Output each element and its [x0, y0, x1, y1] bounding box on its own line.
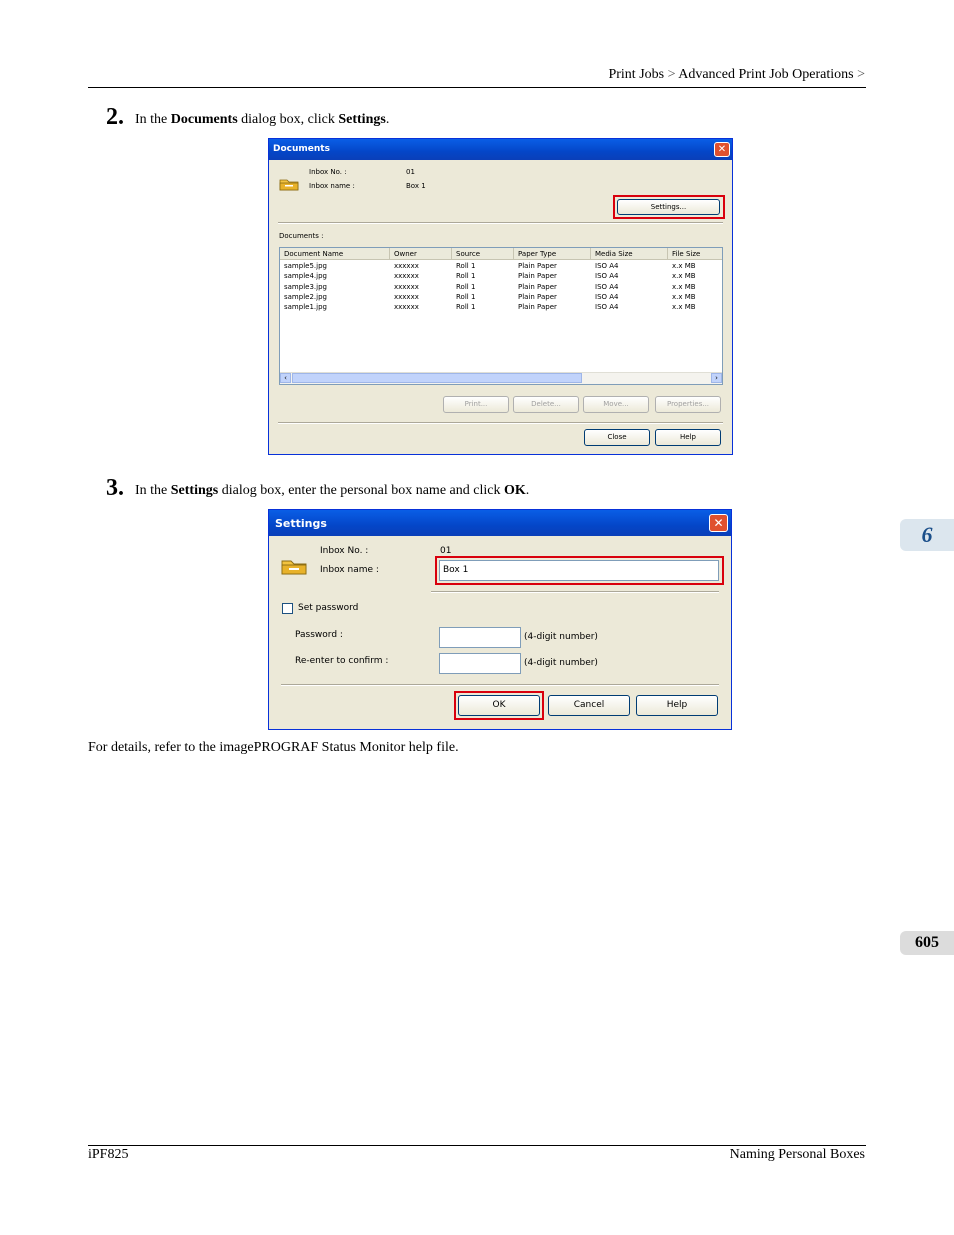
table-cell[interactable]: ISO A4	[595, 272, 619, 281]
column-header[interactable]: Source	[452, 248, 514, 260]
dialog-title: Documents	[273, 144, 330, 154]
column-header[interactable]: Owner	[390, 248, 452, 260]
table-cell[interactable]: Plain Paper	[518, 262, 557, 270]
step-text-bold: Settings	[338, 112, 386, 127]
table-cell[interactable]: xxxxxx	[394, 272, 419, 281]
table-cell[interactable]: xxxxxx	[394, 292, 419, 301]
inbox-name-input[interactable]: Box 1	[439, 560, 719, 581]
document-name-cell[interactable]: sample5.jpg	[284, 262, 327, 270]
inbox-no-value: 01	[406, 168, 415, 176]
step-text-part: In the	[135, 112, 171, 127]
move-button[interactable]: Move...	[583, 396, 649, 413]
column-header[interactable]: Paper Type	[514, 248, 591, 260]
password-input[interactable]	[439, 627, 521, 648]
inbox-folder-icon	[281, 557, 307, 575]
documents-label: Documents :	[279, 232, 324, 240]
cancel-button[interactable]: Cancel	[548, 695, 630, 716]
column-header[interactable]: Document Name	[280, 248, 390, 260]
document-name-cell[interactable]: sample3.jpg	[284, 282, 327, 291]
separator	[278, 422, 723, 424]
step-text-part: dialog box, click	[237, 112, 339, 127]
inbox-no-value: 01	[440, 546, 452, 556]
table-cell[interactable]: ISO A4	[595, 262, 619, 270]
horizontal-scrollbar[interactable]	[280, 372, 722, 384]
table-cell[interactable]: Roll 1	[456, 282, 476, 291]
table-cell[interactable]: Plain Paper	[518, 282, 557, 291]
breadcrumb	[608, 67, 865, 83]
column-header[interactable]: Media Size	[591, 248, 668, 260]
document-name-cell[interactable]: sample1.jpg	[284, 303, 327, 312]
breadcrumb-separator: >	[857, 67, 865, 82]
table-cell[interactable]: ISO A4	[595, 303, 619, 312]
table-cell[interactable]: Plain Paper	[518, 303, 557, 312]
table-cell[interactable]: Roll 1	[456, 303, 476, 312]
inbox-folder-icon	[279, 177, 299, 191]
table-cell[interactable]: x.x MB	[672, 282, 696, 291]
footer-right: Naming Personal Boxes	[729, 1147, 865, 1162]
inbox-no-label: Inbox No. :	[320, 546, 369, 556]
footer-left: iPF825	[88, 1147, 129, 1162]
close-icon[interactable]: ✕	[714, 142, 730, 157]
password-hint: (4-digit number)	[524, 632, 598, 642]
separator	[278, 222, 723, 224]
separator	[281, 684, 719, 686]
table-cell[interactable]: xxxxxx	[394, 262, 419, 270]
reenter-label: Re-enter to confirm :	[295, 656, 389, 666]
footer-rule	[88, 1145, 866, 1146]
close-icon[interactable]: ✕	[709, 514, 728, 532]
step-text-part: In the	[135, 483, 171, 498]
inbox-name-highlight-box	[435, 556, 724, 585]
set-password-checkbox[interactable]	[282, 603, 293, 614]
table-cell[interactable]: x.x MB	[672, 262, 696, 270]
table-cell[interactable]: Roll 1	[456, 262, 476, 270]
print-button[interactable]: Print...	[443, 396, 509, 413]
inbox-name-label: Inbox name :	[320, 565, 379, 575]
scrollbar-thumb[interactable]	[292, 373, 582, 383]
inbox-name-value: Box 1	[406, 182, 426, 190]
breadcrumb-separator: >	[667, 67, 676, 82]
delete-button[interactable]: Delete...	[513, 396, 579, 413]
inbox-no-label: Inbox No. :	[309, 168, 347, 176]
page-number: 605	[900, 931, 954, 955]
settings-dialog	[268, 509, 732, 730]
step-number: 3.	[106, 475, 124, 501]
step-text-part: .	[525, 483, 530, 498]
table-cell[interactable]: xxxxxx	[394, 282, 419, 291]
help-button[interactable]: Help	[655, 429, 721, 446]
documents-titlebar	[269, 139, 732, 160]
table-cell[interactable]: Roll 1	[456, 272, 476, 281]
dialog-title: Settings	[275, 517, 327, 530]
close-button[interactable]: Close	[584, 429, 650, 446]
table-cell[interactable]: x.x MB	[672, 303, 696, 312]
documents-list[interactable]	[279, 247, 723, 385]
table-cell[interactable]: x.x MB	[672, 292, 696, 301]
inbox-name-label: Inbox name :	[309, 182, 355, 190]
step-text	[135, 112, 389, 128]
settings-titlebar	[269, 510, 731, 536]
properties-button[interactable]: Properties...	[655, 396, 721, 413]
step-text-bold: Documents	[170, 112, 238, 127]
step-text-bold: Settings	[170, 483, 219, 498]
scroll-left-icon[interactable]: ‹	[280, 373, 291, 383]
step-text-part: .	[385, 112, 390, 127]
settings-highlight-box	[613, 195, 725, 219]
table-cell[interactable]: Roll 1	[456, 292, 476, 301]
step-number: 2.	[106, 104, 124, 130]
breadcrumb-item: Advanced Print Job Operations	[678, 67, 854, 82]
ok-highlight-box	[454, 691, 544, 720]
separator	[431, 591, 719, 593]
reenter-hint: (4-digit number)	[524, 658, 598, 668]
table-cell[interactable]: ISO A4	[595, 292, 619, 301]
table-cell[interactable]: x.x MB	[672, 272, 696, 281]
table-cell[interactable]: xxxxxx	[394, 303, 419, 312]
reenter-password-input[interactable]	[439, 653, 521, 674]
scroll-right-icon[interactable]: ›	[711, 373, 722, 383]
documents-dialog	[268, 138, 733, 455]
header-rule	[88, 87, 866, 88]
chapter-tab: 6	[900, 519, 954, 551]
breadcrumb-item: Print Jobs	[608, 67, 665, 82]
help-button[interactable]: Help	[636, 695, 718, 716]
step-text-bold: OK	[503, 483, 526, 498]
table-cell[interactable]: Plain Paper	[518, 292, 557, 301]
set-password-label: Set password	[298, 603, 359, 613]
document-name-cell[interactable]: sample2.jpg	[284, 292, 327, 301]
ok-button[interactable]: OK	[458, 695, 540, 716]
step-text-part: dialog box, enter the personal box name and click	[218, 483, 504, 498]
table-cell[interactable]: Plain Paper	[518, 272, 557, 281]
column-header[interactable]: File Size	[668, 248, 723, 260]
details-text: For details, refer to the imagePROGRAF Status Monitor help file.	[88, 740, 459, 755]
password-label: Password :	[295, 630, 343, 640]
document-name-cell[interactable]: sample4.jpg	[284, 272, 327, 281]
step-text	[135, 483, 529, 499]
table-cell[interactable]: ISO A4	[595, 282, 619, 291]
settings-button[interactable]: Settings...	[617, 199, 720, 215]
